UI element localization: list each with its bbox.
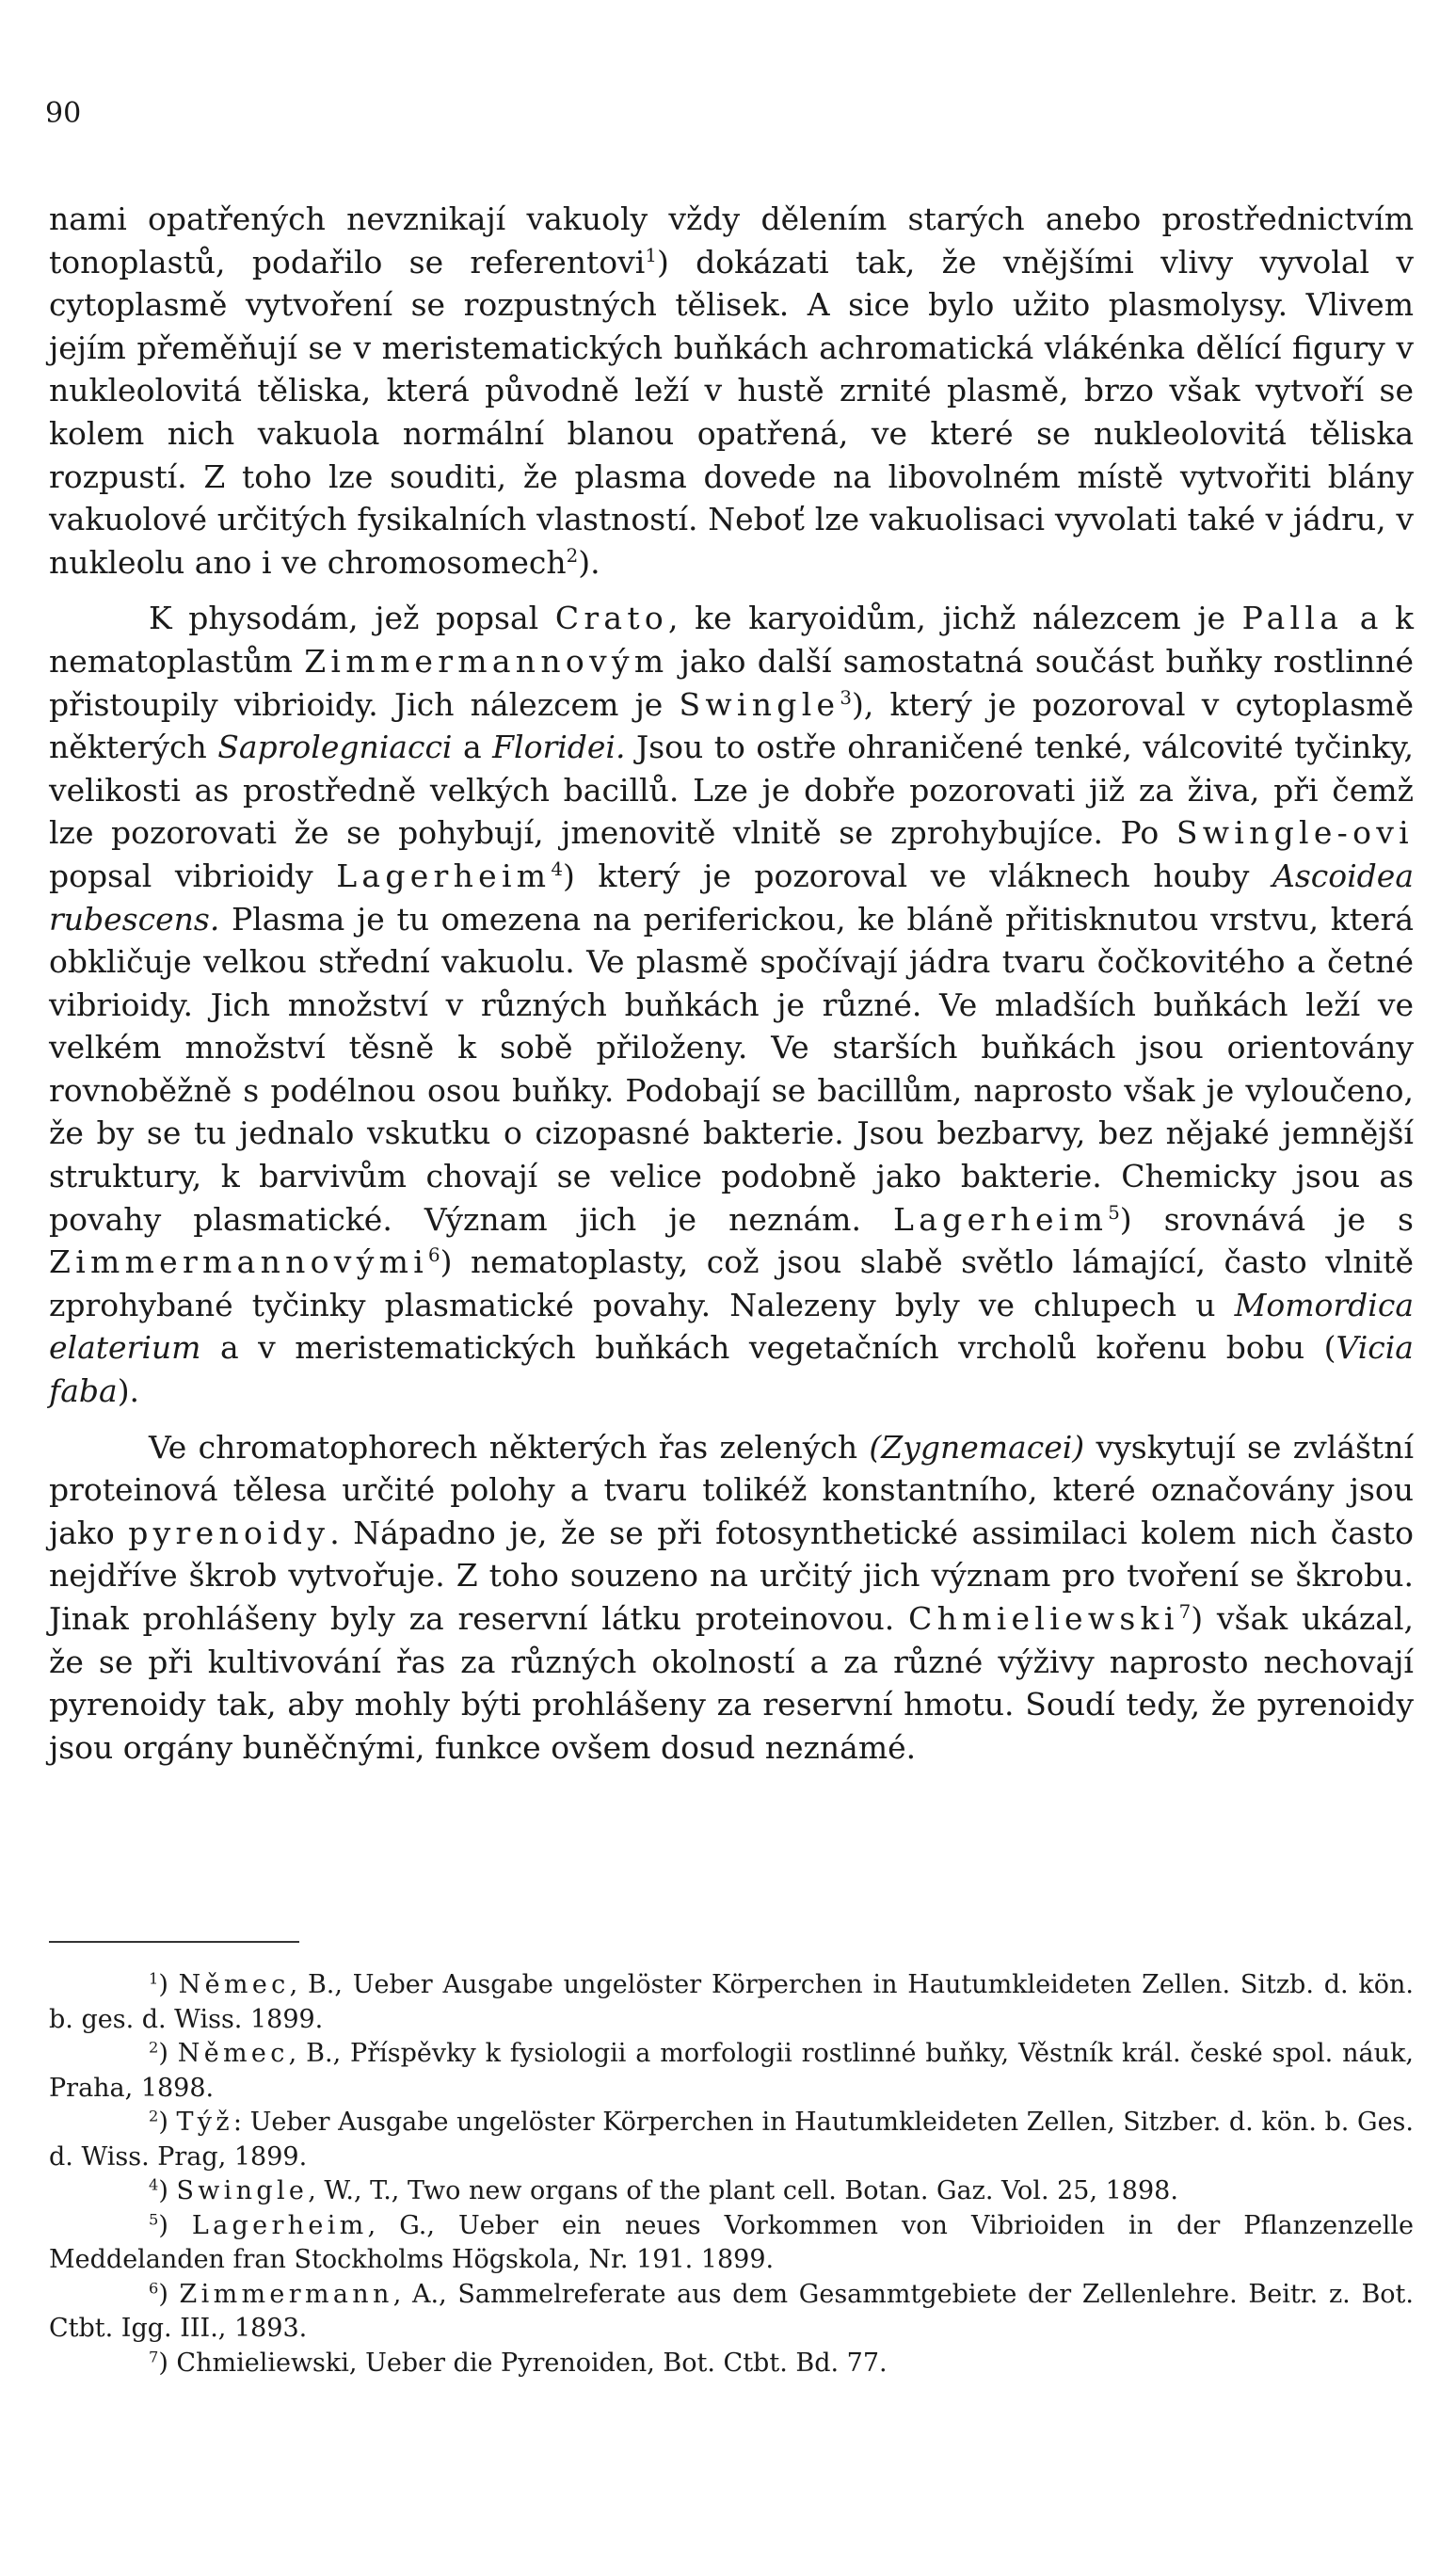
paragraph — [49, 1426, 1414, 1770]
text-run: ) — [158, 2176, 177, 2205]
text-run: a — [452, 729, 493, 766]
footnote — [49, 2209, 1414, 2278]
spaced-name: Lagerheim — [191, 2210, 368, 2240]
italic-term: Floridei. — [492, 729, 626, 766]
text-run: , B., Příspěvky k fysiologii a morfologii rostlinné buňky, Věstník král. české spol. náuk, Praha, 1898. — [49, 2039, 1414, 2103]
footnote-reference: 2 — [566, 544, 579, 567]
footnote-reference: 4 — [149, 2175, 159, 2194]
text-run: ) který je pozoroval ve vláknech houby — [562, 857, 1272, 894]
spaced-name: pyrenoidy — [128, 1514, 330, 1551]
text-run: ) Chmieliewski, Ueber die Pyrenoiden, Bot. Ctbt. Bd. 77. — [158, 2348, 888, 2378]
italic-term: Momordica elaterium — [49, 1286, 1414, 1367]
footnote-reference: 6 — [428, 1244, 440, 1267]
text-run: , ke karyoidům, jichž nálezcem je — [668, 600, 1242, 637]
footnote — [49, 2174, 1414, 2209]
spaced-name: Němec — [177, 2039, 289, 2068]
spaced-name: Týž — [176, 2108, 233, 2137]
spaced-name: Swingle — [679, 685, 840, 723]
spaced-name: Crato — [554, 600, 669, 637]
text-run: ) — [158, 1970, 179, 1999]
spaced-name: Zimmermannovými — [49, 1243, 429, 1281]
footnote-reference: 3 — [840, 686, 852, 709]
text-run: K physodám, jež popsal — [149, 600, 555, 637]
text-run: ), který je pozoroval v cytoplasmě některých — [49, 685, 1414, 766]
text-run: nami opatřených nevznikají vakuoly vždy dělením starých anebo prostřednictvím tonoplastů, podařilo se referentovi — [49, 200, 1414, 281]
text-run: ) dokázati tak, že vnějšími vlivy vyvolal v cytoplasmě vytvoření se rozpustných tělisek. A sice bylo užito plasmolysy. Vlivem jejím přeměňují se v meristematických buňkách achromatická vlákénka dělící figury v nukleolovitá těliska, která původně leží v hustě zrnité plasmě, brzo však vytvoří se kolem nich vakuola normální blanou opatřená, ve které se nukleolovitá těliska rozpustí. Z toho lze souditi, že plasma dovede na libovolném místě vytvořiti blány vakuolové určitých fysikalních vlastností. Neboť lze vakuolisaci vyvolati také v jádru, v nukleolu ano i ve chromosomech — [49, 243, 1414, 581]
text-run: popsal vibrioidy — [49, 857, 337, 894]
text-run: ). — [117, 1372, 140, 1410]
text-run: ). — [578, 543, 600, 581]
text-run: ) — [158, 2039, 178, 2068]
paragraph — [49, 597, 1414, 1412]
text-run: ) — [158, 2279, 180, 2309]
text-run: ) — [158, 2108, 177, 2137]
footnote-reference: 2 — [149, 2038, 159, 2057]
italic-term: (Zygnemacei) — [869, 1428, 1085, 1466]
spaced-name: Zimmermann — [179, 2279, 393, 2309]
text-run: , A., Sammelreferate aus dem Gesammtgebiete der Zellenlehre. Beitr. z. Bot. Ctbt. Igg. III., 1893. — [49, 2279, 1414, 2343]
footnote-reference: 5 — [149, 2209, 159, 2228]
paragraph — [49, 198, 1414, 584]
text-run: vyskytují se zvláštní proteinová tělesa určité polohy a tvaru tolikéž konstantního, které označovány jsou jako — [49, 1428, 1415, 1551]
text-run: ) srovnává je s — [1119, 1200, 1414, 1238]
text-run: , B., Ueber Ausgabe ungelöster Körperchen in Hautumkleideten Zellen. Sitzb. d. kön. b. ges. d. Wiss. 1899. — [49, 1970, 1414, 2034]
footnote-reference: 1 — [645, 244, 657, 266]
italic-term: Ascoidea rubescens. — [49, 857, 1414, 938]
text-run: , W., T., Two new organs of the plant cell. Botan. Gaz. Vol. 25, 1898. — [308, 2176, 1178, 2205]
text-run: : Ueber Ausgabe ungelöster Körperchen in Hautumkleideten Zellen, Sitzber. d. kön. b. Ges. d. Wiss. Prag, 1899. — [49, 2108, 1414, 2172]
text-run: , G., Ueber ein neues Vorkommen von Vibrioiden in der Pflanzenzelle Meddelanden fran Stockholms Högskola, Nr. 191. 1899. — [49, 2210, 1414, 2274]
footnote — [49, 2106, 1414, 2174]
footnote-reference: 7 — [149, 2347, 159, 2365]
spaced-name: Chmieliewski — [908, 1600, 1179, 1637]
text-run: a v meristematických buňkách vegetačních vrcholů kořenu bobu ( — [200, 1329, 1336, 1367]
main-text — [49, 198, 1414, 1769]
text-run: ) — [158, 2210, 192, 2240]
spaced-name: Swingle-ovi — [1176, 814, 1414, 852]
footnote-reference: 1 — [149, 1969, 159, 1988]
spaced-name: Palla — [1241, 600, 1344, 637]
page-number: 90 — [45, 97, 82, 130]
footnotes — [49, 1968, 1414, 2381]
footnote-divider — [49, 1941, 299, 1943]
spaced-name: Němec — [178, 1970, 290, 1999]
text-run: jako další samostatná součást buňky rostlinné přistoupily vibrioidy. Jich nálezcem je — [49, 642, 1414, 723]
footnote — [49, 2037, 1414, 2106]
text-run: Jsou to ostře ohraničené tenké, válcovité tyčinky, velikosti as prostředně velkých bacillů. Lze je dobře pozorovati již za živa, při čemž lze pozorovati že se pohybují, jmenovitě vlnitě se zprohybujíce. Po — [49, 729, 1415, 852]
footnote — [49, 1968, 1414, 2037]
text-run: . Nápadno je, že se při fotosynthetické assimilaci kolem nich často nejdříve škrob vytvořuje. Z toho souzeno na určitý jich význam pro tvoření se škrobu. Jinak prohlášeny byly za reservní látku proteinovou. — [49, 1514, 1414, 1637]
spaced-name: Lagerheim — [893, 1200, 1109, 1238]
footnote-reference: 5 — [1108, 1201, 1120, 1224]
footnote-reference: 7 — [1178, 1601, 1192, 1624]
text-run: ) však ukázal, že se při kultivování řas za různých okolností a za různé výživy naprosto nechovají pyrenoidy tak, aby mohly býti prohlášeny za reservní hmotu. Soudí tedy, že pyrenoidy jsou orgány buněčnými, funkce ovšem dosud neznámé. — [49, 1600, 1414, 1766]
spaced-name: Lagerheim — [336, 857, 552, 894]
footnote-reference: 2 — [149, 2107, 159, 2125]
text-run: a k nematoplastům — [49, 600, 1414, 680]
text-run: Plasma je tu omezena na periferickou, ke bláně přitisknutou vrstvu, která obkličuje velkou střední vakuolu. Ve plasmě spočívají jádra tvaru čočkovitého a četné vibrioidy. Jich množství v různých buňkách je různé. Ve mladších buňkách leží ve velkém množství těsně k sobě přiloženy. Ve starších buňkách jsou orientovány rovnoběžně s podélnou osou buňky. Podobají se bacillům, naprosto však je vyloučeno, že by se tu jednalo vskutku o cizopasné bakterie. Jsou bezbarvy, bez nějaké jemnější struktury, k barvivům chovají se velice podobně jako bakterie. Chemicky jsou as povahy plasmatické. Význam jich je neznám. — [49, 900, 1414, 1238]
footnote-reference: 4 — [551, 858, 563, 881]
spaced-name: Swingle — [176, 2176, 309, 2205]
text-run: ) nematoplasty, což jsou slabě světlo lámající, často vlnitě zprohybané tyčinky plasmatické povahy. Nalezeny byly ve chlupech u — [49, 1243, 1414, 1323]
footnote — [49, 2347, 1414, 2381]
footnote — [49, 2278, 1414, 2347]
text-run: Ve chromatophorech některých řas zelených — [149, 1428, 870, 1466]
italic-term: Vicia faba — [49, 1329, 1414, 1410]
footnote-reference: 6 — [149, 2278, 159, 2297]
italic-term: Saprolegniacci — [217, 729, 453, 766]
spaced-name: Zimmermannovým — [304, 642, 669, 680]
